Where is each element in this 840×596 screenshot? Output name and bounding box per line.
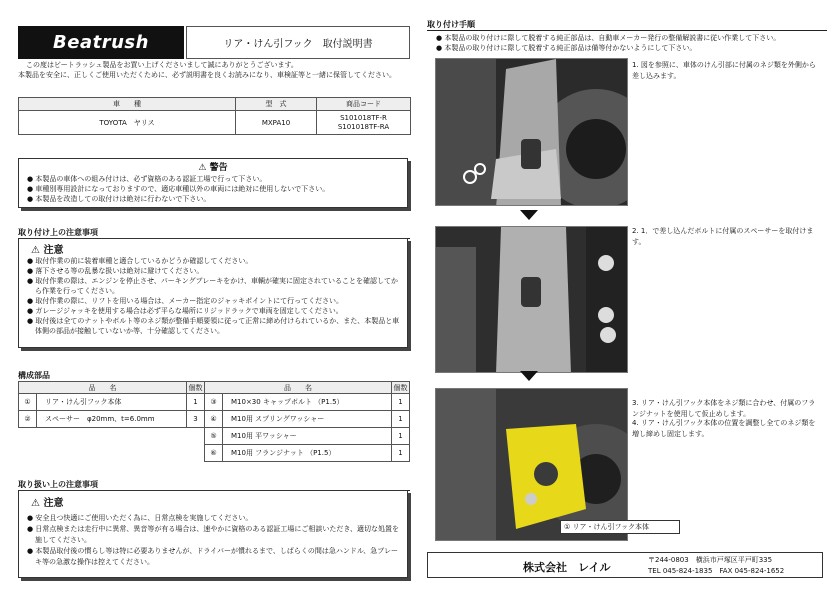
procedure-notes — [432, 33, 832, 53]
procedure-note: ● 本製品の取り付けに際して脱着する純正部品は、自動車メーカー発行の整備解説書に従い作業して下さい。 — [436, 34, 781, 42]
arrow-down-icon — [520, 371, 538, 381]
table-row — [19, 428, 410, 445]
part-no: ④ — [205, 411, 223, 428]
brand-logo: Beatrush — [18, 26, 184, 59]
step1-illustration — [436, 59, 628, 206]
handling-heading — [19, 491, 407, 511]
install-notes-box — [18, 238, 408, 348]
caution-title: 注意 — [43, 498, 64, 509]
step-1: 1. 図を参照に、車体のけん引部に付属のネジ類を外側から差し込みます。 — [632, 61, 816, 80]
part-no: ⑤ — [205, 428, 223, 445]
intro-text — [18, 60, 413, 80]
install-notes-section-title: 取り付け上の注意事項 — [18, 227, 410, 239]
caution-icon: ⚠ — [31, 498, 40, 509]
step-4: 4. リア・けん引フック本体の位置を調整し全てのネジ類を増し締めし固定します。 — [632, 419, 816, 438]
company-name: 株式会社 レイル — [523, 561, 611, 574]
part-qty: 1 — [392, 428, 410, 445]
warning-item: ● 本製品の車体への組み付けは、必ず資格のある認証工場で行って下さい。 — [27, 175, 267, 183]
product-codes — [317, 111, 411, 135]
step2-illustration — [436, 227, 628, 373]
product-code: S101018TF-RA — [337, 122, 390, 131]
intro-line: この度はビートラッシュ製品をお買い上げくださいまして誠にありがとうございます。 — [26, 61, 298, 69]
install-note: ● 取付作業の前に装着車種と適合しているかどうか確認してください。 — [27, 257, 253, 265]
handling-box — [18, 490, 408, 578]
company-block — [427, 552, 823, 578]
handling-item: ● 本製品取付後の慣らし等は特に必要ありませんが、ドライバーが慣れるまで、しばらくの間は急ハンドル、急ブレーキ等の急激な操作は控えてください。 — [27, 547, 399, 566]
part-no: ③ — [205, 394, 223, 411]
warning-title: 警告 — [209, 163, 228, 173]
part-no: ① — [19, 394, 37, 411]
install-note: ● ガレージジャッキを使用する場合は必ず平らな場所にリジッドラックで車両を固定してください。 — [27, 307, 343, 315]
warning-heading — [19, 160, 407, 173]
col-header-code: 商品コード — [317, 98, 411, 111]
caution-icon: ⚠ — [31, 245, 40, 256]
step-2: 2. 1．で差し込んだボルトに付属のスペーサーを取付けます。 — [632, 227, 814, 246]
step1-photo — [435, 58, 628, 206]
install-notes-list — [19, 256, 407, 336]
part-qty: 3 — [187, 411, 205, 428]
parts-col-qty: 個数 — [188, 383, 203, 392]
car-model: MXPA10 — [236, 111, 317, 135]
parts-col-name: 品 名 — [205, 382, 392, 394]
install-note: ● 取付作業の際に、リフトを用いる場合は、メーカー指定のジャッキポイントにて行ってください。 — [27, 297, 344, 305]
company-tel: TEL 045-824-1835 FAX 045-824-1652 — [648, 567, 785, 575]
install-note: ● 落下させる等の乱暴な扱いは絶対に避けてください。 — [27, 267, 204, 275]
company-postal: 〒244-0803 横浜市戸塚区平戸町335 — [648, 556, 773, 564]
warning-icon: ⚠ — [198, 163, 207, 173]
handling-list — [19, 511, 407, 570]
part-name: M10×30 キャップボルト （P1.5） — [223, 394, 392, 411]
part-name: M10用 フランジナット （P1.5） — [223, 445, 392, 462]
part-qty: 1 — [392, 394, 410, 411]
warning-box — [18, 158, 408, 208]
part-name: M10用 スプリングワッシャー — [223, 411, 392, 428]
table-row — [19, 445, 410, 462]
part-qty: 1 — [392, 445, 410, 462]
table-row — [19, 411, 410, 428]
product-code: S101018TF-R — [340, 113, 387, 122]
part-qty: 1 — [187, 394, 205, 411]
warning-item: ● 本製品を改造しての取付けは絶対に行わないで下さい。 — [27, 195, 211, 203]
vehicle-table — [18, 97, 411, 135]
step3-illustration — [436, 389, 628, 541]
col-header-model: 型 式 — [236, 98, 317, 111]
part-name: スペーサー φ20mm、t=6.0mm — [37, 411, 187, 428]
table-row — [19, 394, 410, 411]
part-qty: 1 — [392, 411, 410, 428]
parts-col-qty: 個数 — [393, 383, 408, 392]
step3-photo — [435, 388, 628, 541]
install-note: ● 取付作業の際は、エンジンを停止させ、パーキングブレーキをかけ、車輌が確実に固定されていることを確認してから作業を行ってください。 — [27, 277, 399, 295]
step2-photo — [435, 226, 628, 373]
arrow-down-icon — [520, 210, 538, 220]
caution-heading — [19, 239, 407, 256]
warning-item: ● 車種別専用設計になっておりますので、適応車種以外の車両には絶対に使用しないで下さい。 — [27, 185, 330, 193]
part-name: リア・けん引フック本体 — [37, 394, 187, 411]
col-header-car: 車 種 — [19, 98, 236, 111]
car-name: TOYOTA ヤリス — [19, 111, 236, 135]
procedure-section-title: 取り付け手順 — [427, 19, 827, 31]
procedure-note: ● 本製品の取り付けに際して脱着する純正部品は備等付かないようにして下さい。 — [436, 44, 697, 52]
install-note: ● 取付後は全てのナットやボルト等のネジ類が整備手順要領に従って正常に締め付けられているか、また、本製品と車体側の部品が接触していないか等、十分確認してください。 — [27, 317, 400, 335]
part-no: ⑥ — [205, 445, 223, 462]
step-3: 3. リア・けん引フック本体をネジ類に合わせ、付属のフランジナットを使用して仮止めします。 — [632, 399, 816, 418]
parts-table — [18, 381, 410, 462]
intro-line: 本製品を安全に、正しくご使用いただくために、必ず説明書を良くお読みになり、車検証等と一緒に保管してください。 — [18, 71, 396, 79]
parts-col-name: 品 名 — [19, 382, 187, 394]
warning-list — [19, 173, 407, 205]
handling-item: ● 日常点検または走行中に異常、異音等が有る場合は、速やかに資格のある認証工場にご相談いただき、適切な処置を施してください。 — [27, 525, 400, 544]
part-name: M10用 平ワッシャー — [223, 428, 392, 445]
handling-item: ● 安全且つ快適にご使用いただく為に、日常点検を実施してください。 — [27, 514, 253, 522]
photo-label: ① リア・けん引フック本体 — [560, 520, 680, 534]
part-no: ② — [19, 411, 37, 428]
handling-section-title: 取り扱い上の注意事項 — [18, 479, 410, 491]
document-title: リア・けん引フック 取付説明書 — [186, 26, 410, 59]
parts-section-title: 構成部品 — [18, 370, 410, 382]
caution-title: 注意 — [43, 245, 64, 256]
